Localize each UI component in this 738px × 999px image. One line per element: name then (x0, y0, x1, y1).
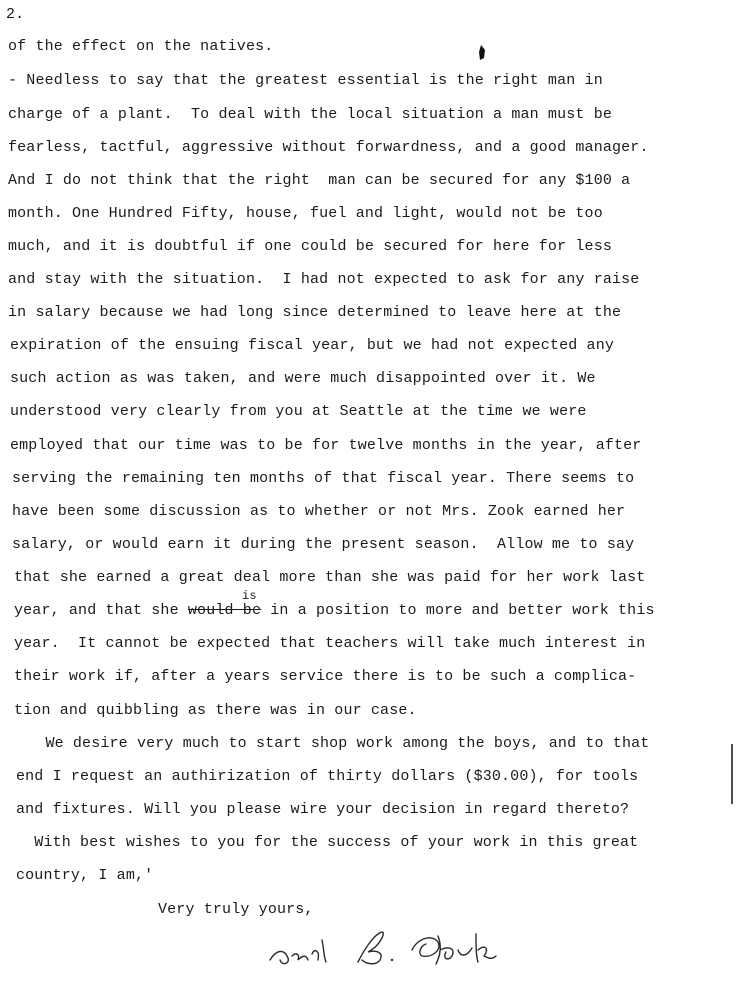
ink-blot (476, 44, 488, 62)
page-number: 2. (6, 6, 25, 23)
letter-line-26: country, I am,' (16, 867, 154, 884)
letter-line-25: With best wishes to you for the success of your work in this great (16, 834, 639, 851)
letter-line-22: We desire very much to start shop work among the boys, and to that (18, 735, 650, 752)
letter-line-10: expiration of the ensuing fiscal year, but we had not expected any (10, 337, 614, 354)
letter-line-9: in salary because we had long since determined to leave here at the (8, 304, 622, 321)
letter-line-19: year. It cannot be expected that teachers will take much interest in (14, 635, 646, 652)
line-18-after: in a position to more and better work this (261, 602, 655, 619)
letter-line-13: employed that our time was to be for twelve months in the year, after (10, 437, 642, 454)
letter-line-16: salary, or would earn it during the present season. Allow me to say (12, 536, 635, 553)
margin-mark (728, 742, 736, 806)
letter-line-14: serving the remaining ten months of that fiscal year. There seems to (12, 470, 635, 487)
inserted-word: is (242, 589, 257, 603)
letter-line-15: have been some discussion as to whether or not Mrs. Zook earned her (12, 503, 626, 520)
signature (262, 920, 522, 980)
letter-line-11: such action as was taken, and were much disappointed over it. We (10, 370, 596, 387)
closing: Very truly yours, (158, 901, 314, 918)
letter-line-5: And I do not think that the right man can be secured for any $100 a (8, 172, 631, 189)
letter-line-21: tion and quibbling as there was in our case. (14, 702, 417, 719)
struck-text: would be (187, 602, 262, 619)
letter-line-1: of the effect on the natives. (8, 38, 274, 55)
letter-line-23: end I request an authirization of thirty dollars ($30.00), for tools (16, 768, 639, 785)
letter-line-18 (14, 602, 655, 620)
letter-line-17: that she earned a great deal more than she was paid for her work last (14, 569, 646, 586)
letter-line-12: understood very clearly from you at Seattle at the time we were (10, 403, 587, 420)
letter-line-4: fearless, tactful, aggressive without forwardness, and a good manager. (8, 139, 649, 156)
letter-line-2: - Needless to say that the greatest essential is the right man in (8, 72, 603, 89)
letter-line-6: month. One Hundred Fifty, house, fuel and light, would not be too (8, 205, 603, 222)
letter-line-24: and fixtures. Will you please wire your decision in regard thereto? (16, 801, 630, 818)
letter-line-20: their work if, after a years service there is to be such a complica- (14, 668, 637, 685)
letter-line-3: charge of a plant. To deal with the local situation a man must be (8, 106, 612, 123)
letter-line-7: much, and it is doubtful if one could be secured for here for less (8, 238, 612, 255)
line-18-before: year, and that she (14, 602, 188, 619)
letter-line-8: and stay with the situation. I had not expected to ask for any raise (8, 271, 640, 288)
